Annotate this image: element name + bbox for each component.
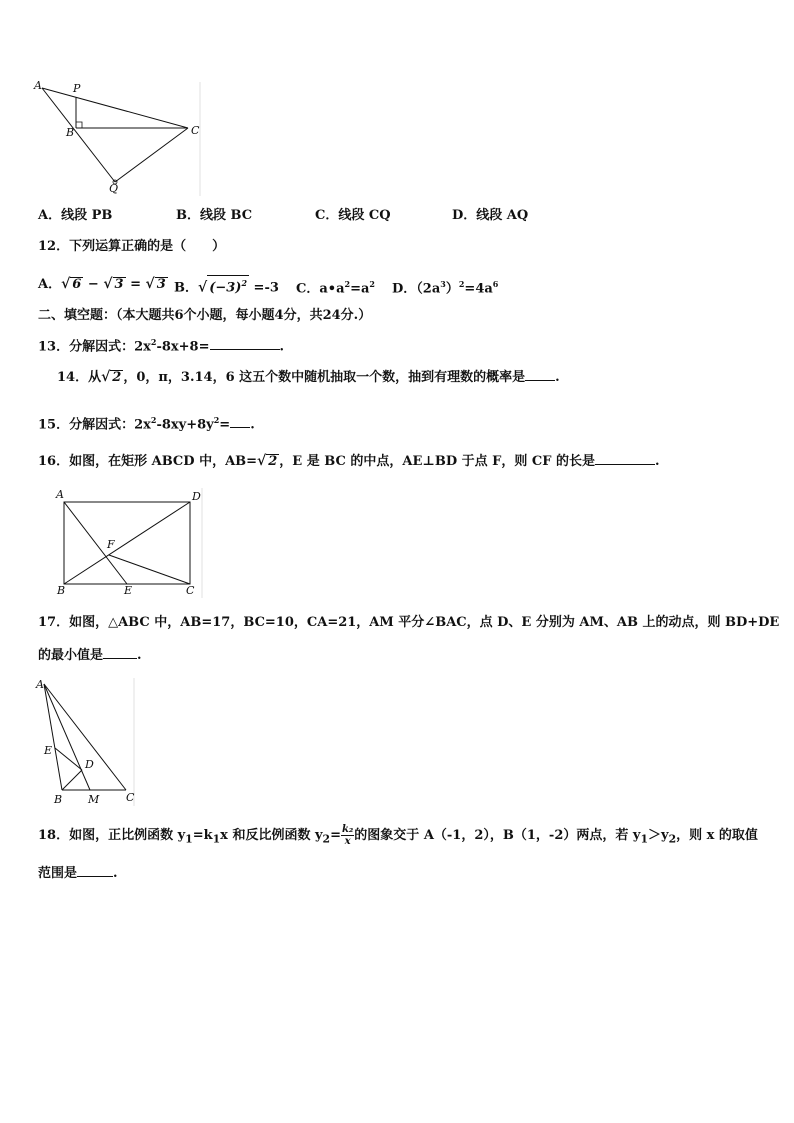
- label-a: A: [36, 678, 44, 691]
- label-b: B: [54, 793, 63, 806]
- q11-option-d: D．线段 AQ: [452, 208, 529, 223]
- label-a: A: [56, 488, 64, 501]
- label-c: C: [126, 791, 135, 804]
- q12-option-c: C．$a•a^2=a^2$: [296, 279, 375, 297]
- label-b: B: [57, 584, 66, 597]
- label-q: Q: [109, 182, 119, 195]
- question-14: 14．从√ 2 ，0，π，3.14，6 这五个数中随机抽取一个数，抽到有理数的概率是 .: [57, 369, 560, 385]
- label-c: C: [186, 584, 195, 597]
- answer-blank[interactable]: [595, 452, 655, 465]
- question-17-line1: 17．如图，△ABC 中，AB=17，BC=10，CA=21，AM 平分∠BAC，点 D、E 分别为 AM、AB 上的动点，则 BD+DE: [38, 615, 780, 630]
- q12-option-b: B．√ $(-3)^2 =-3$: [174, 275, 279, 297]
- answer-blank[interactable]: [230, 415, 250, 428]
- label-e: E: [44, 744, 53, 757]
- question-13: 13．分解因式：$2x^2-8x+8=$ .: [38, 337, 285, 355]
- q11-option-c: C．线段 CQ: [315, 208, 391, 223]
- q12-option-a: A．√ 6 − √ 3 = √ 3: [38, 276, 166, 292]
- section-title-fill-in: 二、填空题：（本大题共6个小题，每小题4分，共24分.）: [38, 308, 372, 323]
- label-b: B: [66, 126, 75, 139]
- figure-q16: [52, 486, 212, 600]
- label-p: P: [73, 82, 81, 95]
- q11-option-b: B．线段 BC: [176, 208, 253, 223]
- question-15: 15．分解因式：$2x^2-8xy+8y^2=$ .: [38, 415, 255, 433]
- label-d: D: [192, 490, 201, 503]
- answer-blank[interactable]: [103, 646, 137, 659]
- question-17-line2: 的最小值是 .: [38, 648, 142, 663]
- question-18-line2: 范围是 .: [38, 866, 118, 881]
- label-e: E: [124, 584, 133, 597]
- q12-option-d: D．$(2a^3)^2=4a^6$: [392, 279, 499, 297]
- label-a: A: [34, 79, 42, 92]
- question-18-line1: 18．如图，正比例函数 $y_1=k_1x$ 和反比例函数 $y_2=$ $\frac{\text{k₂}}{x}$ 的图象交于 A（-1，2），B（1，-2）两点，若 $y_1>y_2$，则 x 的取值: [38, 824, 758, 847]
- label-m: M: [88, 793, 100, 806]
- question-16: 16．如图，在矩形 ABCD 中，AB=√ 2 ，E 是 BC 的中点，AE⊥BD 于点 F，则 CF 的长是 .: [38, 453, 660, 469]
- fraction-k2-over-x: $\frac{\text{k₂}}{x}$: [341, 824, 354, 847]
- label-c: C: [191, 124, 200, 137]
- figure-q17: [34, 676, 144, 808]
- label-d: D: [85, 758, 94, 771]
- answer-blank[interactable]: [77, 864, 113, 877]
- q12-stem: 12．下列运算正确的是（ ）: [38, 239, 226, 254]
- answer-blank[interactable]: [525, 368, 555, 381]
- answer-blank[interactable]: [210, 337, 280, 350]
- q11-option-a: A．线段 PB: [38, 208, 113, 223]
- label-f: F: [107, 538, 115, 551]
- figure-q11: [30, 78, 210, 198]
